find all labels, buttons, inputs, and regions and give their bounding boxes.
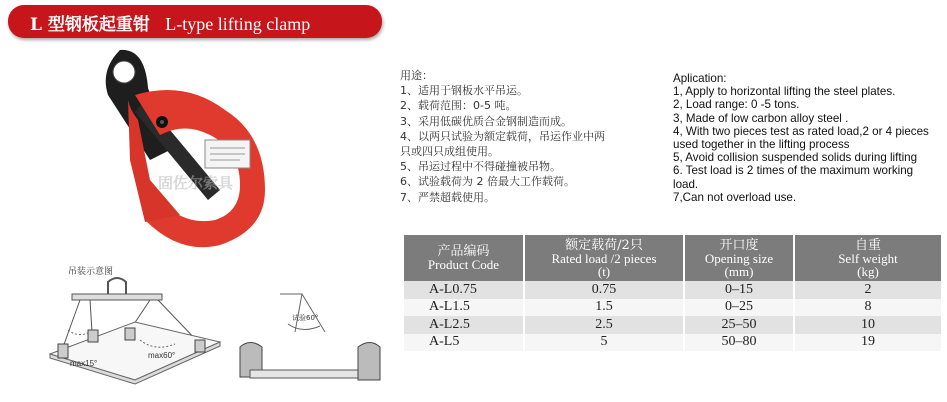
header-self-weight [794, 235, 941, 281]
cell-opening-size: 0–25 [684, 299, 794, 317]
table-row [404, 299, 941, 317]
usage-line-4-cont: 只或四只成组使用。 [400, 145, 499, 159]
header-rated-load-cn: 额定载荷/2只 [565, 237, 643, 253]
angle-left-label: max15° [70, 359, 98, 368]
cell-rated-load: 1.5 [524, 299, 684, 317]
header-product-code-en: Product Code [427, 257, 500, 272]
header-opening-size-cn: 开口度 [719, 237, 759, 253]
angle-right-label: max60° [148, 351, 176, 360]
usage-line-2: 2、载荷范围：0-5 吨。 [400, 99, 517, 113]
header-product-code-cn: 产品编码 [437, 244, 490, 259]
angle-test-label: 试验60° [292, 314, 319, 322]
header-self-weight-unit: (kg) [857, 263, 879, 279]
header-opening-size [684, 235, 794, 281]
usage-cn [400, 68, 658, 205]
cell-opening-size: 50–80 [684, 334, 794, 352]
cell-rated-load: 5 [524, 334, 684, 352]
application-line-1: 1, Apply to horizontal lifting the steel plates. [673, 85, 896, 99]
application-line-2: 2, Load range: 0 -5 tons. [673, 98, 800, 112]
lifting-diagram [40, 272, 390, 397]
header-rated-load-en: Rated load /2 pieces [551, 250, 657, 266]
spec-table-header [404, 235, 941, 281]
usage-line-7: 7、严禁超载使用。 [400, 190, 495, 204]
application-heading: Aplication: [673, 72, 727, 85]
application-line-4: 4, With two pieces test as rated load,2 or 4 pieces used together in the lifting process [673, 124, 929, 152]
header-opening-size-en: Opening size [704, 250, 774, 266]
cell-self-weight: 2 [794, 281, 941, 299]
header-rated-load-unit: (t) [597, 263, 611, 279]
cell-rated-load: 2.5 [524, 316, 684, 334]
cell-product-code: A-L0.75 [404, 281, 524, 299]
cell-rated-load: 0.75 [524, 281, 684, 299]
cell-self-weight: 8 [794, 299, 941, 317]
watermark-text: 固佐尔索具 [158, 174, 234, 192]
clamp-product-image [90, 40, 320, 270]
application-line-3: 3, Made of low carbon alloy steel . [673, 111, 849, 125]
header-opening-size-unit: (mm) [724, 263, 754, 279]
cell-opening-size: 25–50 [684, 316, 794, 334]
usage-heading: 用途： [400, 69, 433, 82]
table-row [404, 334, 941, 352]
usage-line-3: 3、采用低碳优质合金钢制造而成。 [400, 114, 572, 128]
header-self-weight-cn: 自重 [854, 237, 881, 253]
header-self-weight-en: Self weight [838, 250, 898, 266]
application-line-7: 7,Can not overload use. [673, 190, 797, 204]
cell-product-code: A-L1.5 [404, 299, 524, 317]
application-line-6: 6. Test load is 2 times of the maximum working load. [673, 164, 914, 191]
header-product-code [404, 235, 524, 281]
usage-line-1: 1、适用于钢板水平吊运。 [400, 84, 528, 98]
usage-line-5: 5、吊运过程中不得碰撞被吊物。 [400, 160, 561, 174]
title-banner [8, 5, 382, 38]
spec-table [404, 235, 941, 351]
cell-opening-size: 0–15 [684, 281, 794, 299]
application-line-5: 5, Avoid collision suspended solids during lifting [673, 151, 918, 165]
usage-line-6: 6、试验载荷为 2 倍最大工作载荷。 [400, 175, 575, 189]
cell-self-weight: 10 [794, 316, 941, 334]
cell-self-weight: 19 [794, 334, 941, 352]
table-row [404, 281, 941, 299]
diagram-title: 吊装示意图 [68, 267, 114, 277]
header-rated-load [524, 235, 684, 281]
application-en [673, 72, 941, 204]
banner-title-en: L-type lifting clamp [165, 14, 311, 34]
usage-line-4: 4、以两只试验为额定载荷，吊运作业中两 [400, 129, 605, 143]
banner-title-cn: L 型钢板起重钳 [30, 15, 150, 35]
cell-product-code: A-L5 [404, 334, 524, 352]
cell-product-code: A-L2.5 [404, 316, 524, 334]
banner-title [30, 10, 310, 35]
table-row [404, 316, 941, 334]
